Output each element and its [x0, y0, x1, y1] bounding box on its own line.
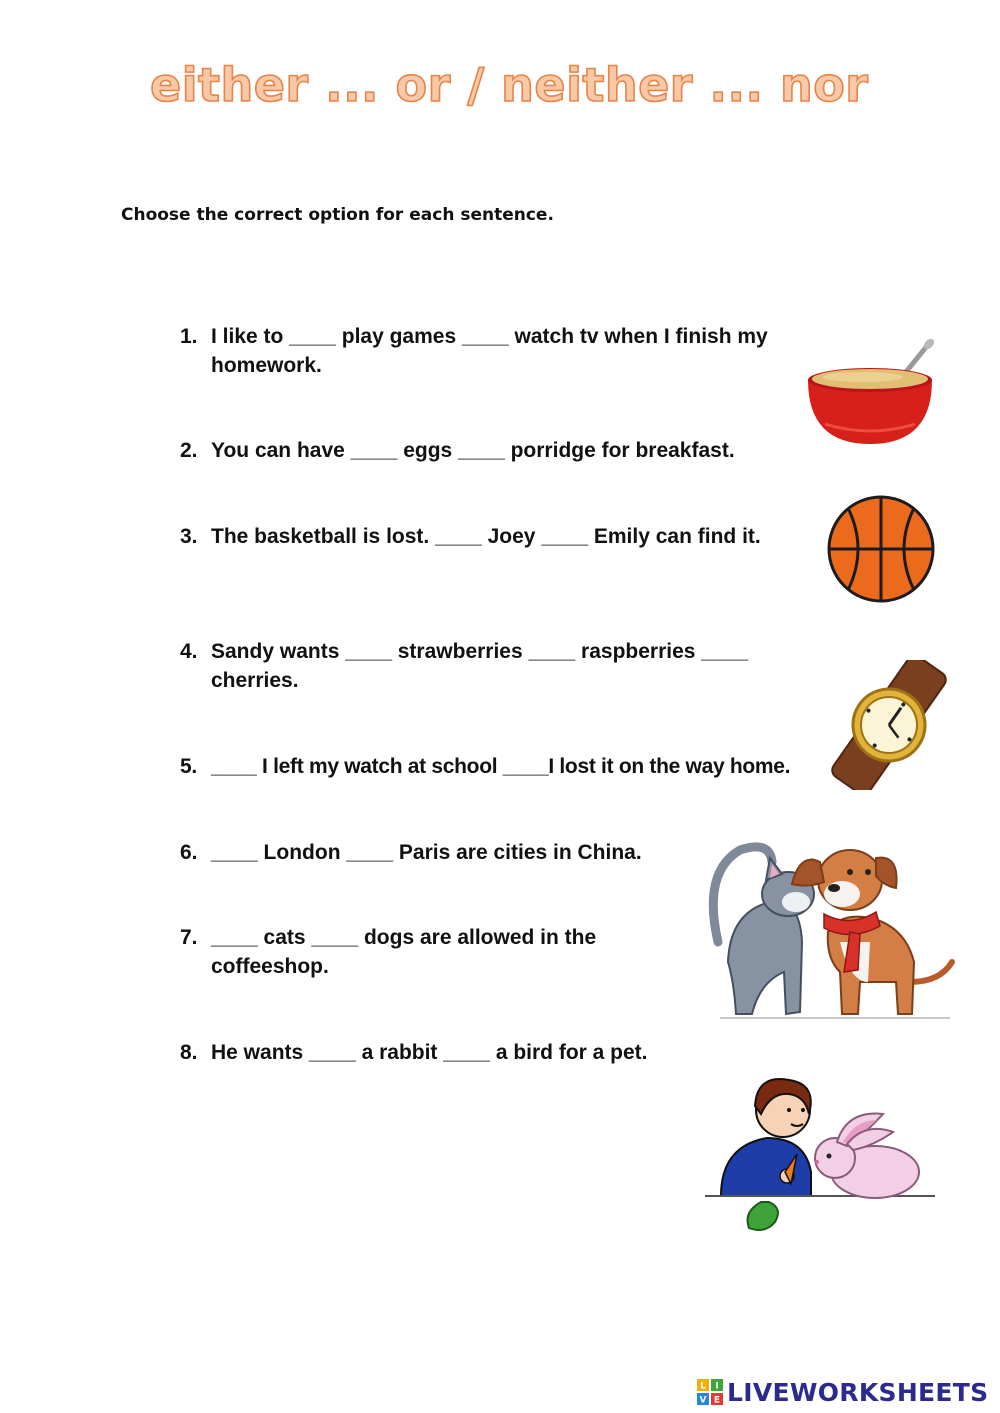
- porridge-bowl-icon: [805, 338, 935, 450]
- instructions: Choose the correct option for each sentence.: [121, 205, 554, 225]
- boy-feeding-rabbit-icon: [705, 1062, 937, 1240]
- question-6: [180, 838, 700, 867]
- question-number: 2.: [180, 439, 198, 462]
- cat-and-dog-icon: [700, 832, 960, 1024]
- basketball-icon: [826, 494, 936, 604]
- question-number: 4.: [180, 640, 198, 663]
- question-4: [180, 637, 820, 695]
- question-2: [180, 436, 830, 465]
- question-1: [180, 322, 830, 380]
- question-text: The basketball is lost. ____ Joey ____ Emily can find it.: [211, 525, 761, 548]
- question-text: Sandy wants ____ strawberries ____ raspberries ____ cherries.: [211, 640, 748, 692]
- wristwatch-icon: [818, 660, 960, 790]
- question-7: [180, 923, 660, 981]
- worksheet-title: either ... or / neither ... nor: [150, 58, 869, 112]
- question-text: ____ I left my watch at school ____I lost it on the way home.: [211, 755, 791, 778]
- question-number: 8.: [180, 1041, 198, 1064]
- question-text: ____ London ____ Paris are cities in China.: [211, 841, 642, 864]
- question-number: 1.: [180, 325, 198, 348]
- question-number: 5.: [180, 755, 197, 778]
- question-text: He wants ____ a rabbit ____ a bird for a pet.: [211, 1041, 648, 1064]
- question-number: 7.: [180, 926, 198, 949]
- question-number: 6.: [180, 841, 198, 864]
- question-text: I like to ____ play games ____ watch tv when I finish my homework.: [211, 325, 768, 377]
- liveworksheets-logo: [697, 1377, 988, 1407]
- question-text: ____ cats ____ dogs are allowed in the coffeeshop.: [211, 926, 597, 978]
- logo-letter: I: [715, 1381, 719, 1392]
- logo-letter: V: [699, 1395, 707, 1405]
- brand-name: LIVEWORKSHEETS: [727, 1377, 989, 1407]
- logo-letter: E: [713, 1395, 721, 1405]
- question-5: [180, 752, 880, 781]
- liveworksheets-logo-icon: [697, 1379, 723, 1405]
- question-number: 3.: [180, 525, 198, 548]
- logo-letter: L: [700, 1381, 706, 1392]
- question-text: You can have ____ eggs ____ porridge for breakfast.: [211, 439, 735, 462]
- question-8: [180, 1038, 720, 1067]
- question-3: [180, 522, 805, 551]
